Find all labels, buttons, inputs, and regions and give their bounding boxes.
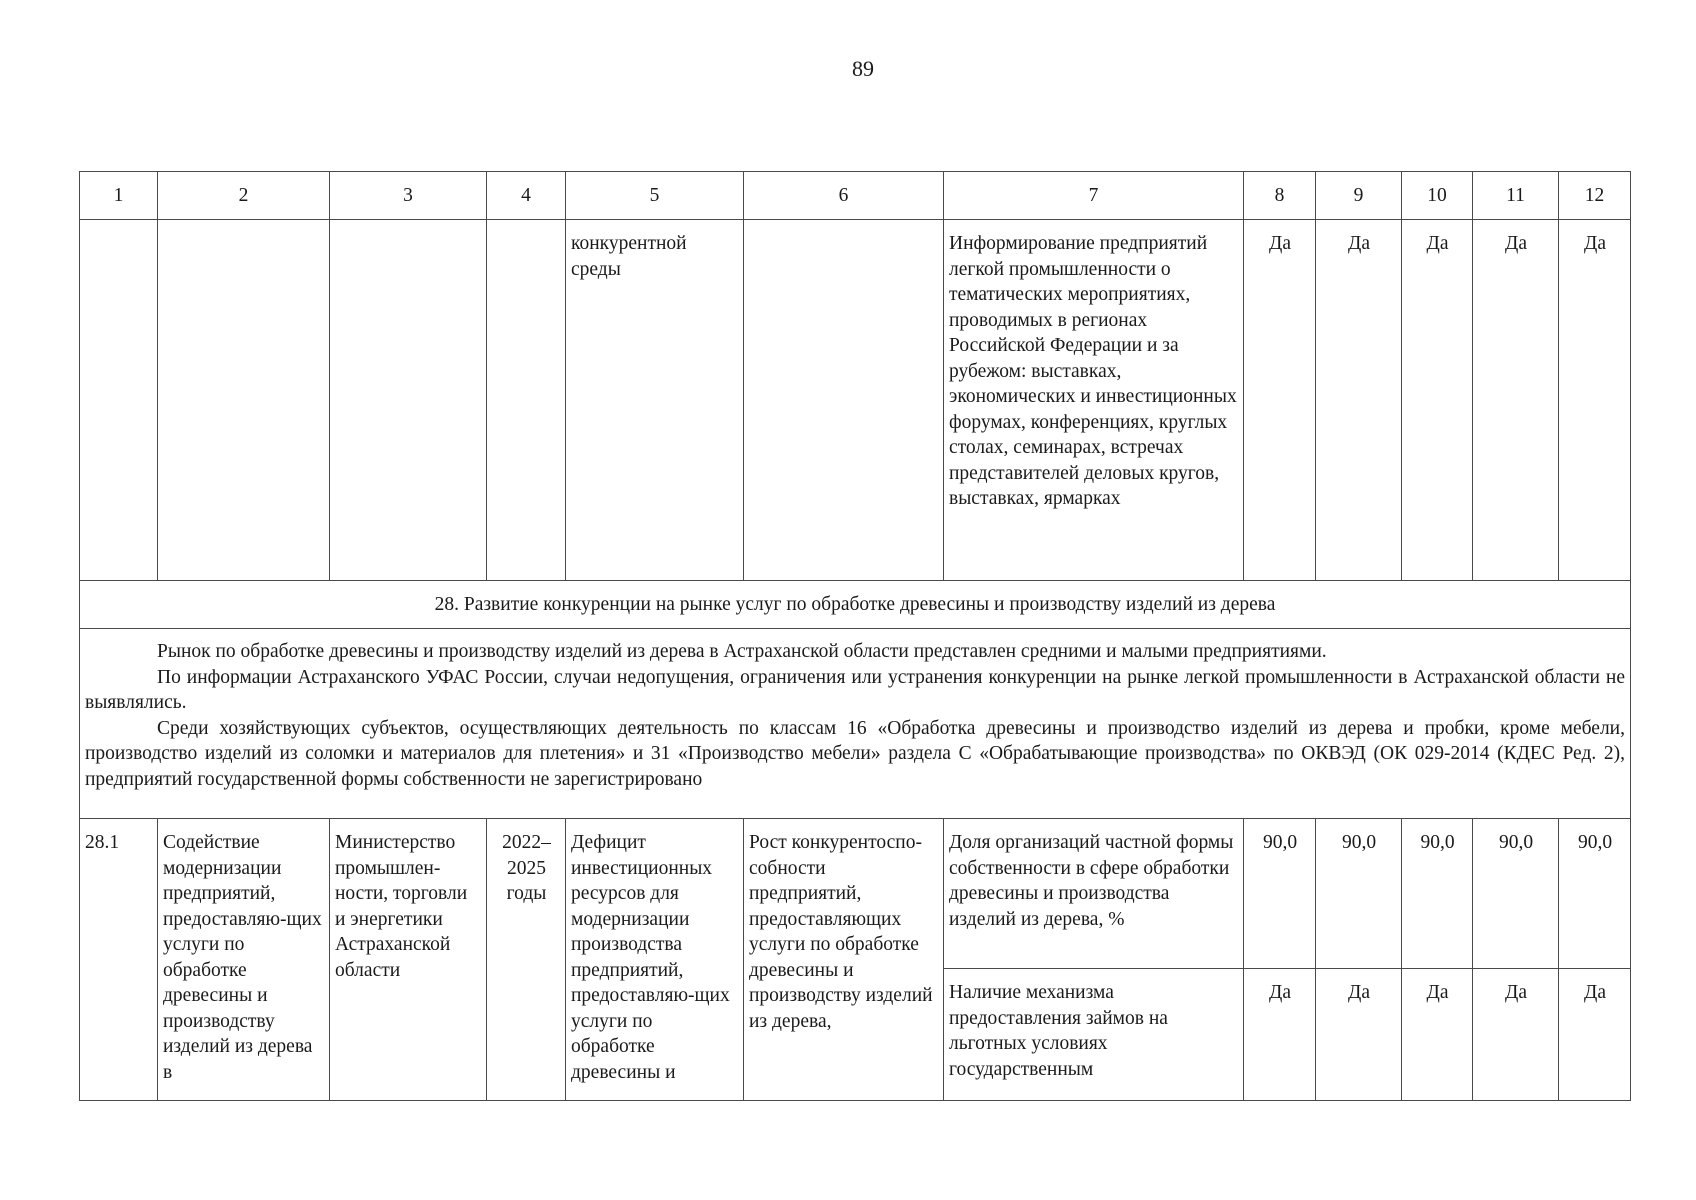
column-number: 10 <box>1402 172 1473 220</box>
paragraph: Среди хозяйствующих субъектов, осуществляющих деятельность по классам 16 «Обработка древесины и производство изделий из дерева и пробки, кроме мебели, производство изделий из соломки и материалов для плетения» и 31 «Производство мебели» раздела C «Обрабатывающие производства» по ОКВЭД (ОК 029-2014 (КДЕС Ред. 2), предприятий государственной формы собственности не зарегистрировано <box>85 717 1625 790</box>
column-number: 3 <box>330 172 487 220</box>
column-number: 1 <box>80 172 158 220</box>
column-number: 8 <box>1244 172 1316 220</box>
paragraph: Рынок по обработке древесины и производству изделий из дерева в Астраханской области представлен средними и малыми предприятиями. <box>157 641 1327 662</box>
table-row <box>80 819 1631 969</box>
responsible-executor: Министерство промышлен-ности, торговли и энергетики Астраханской области <box>330 819 487 1101</box>
value-cell: 90,0 <box>1316 819 1402 969</box>
expected-result: Рост конкурентоспо-собности предприятий, предоставляющих услуги по обработке древесины и производству изделий из дерева, <box>744 819 944 1101</box>
value-cell: Да <box>1402 220 1473 581</box>
indicator-name: Наличие механизма предоставления займов на льготных условиях государственным <box>944 969 1244 1101</box>
value-cell: 90,0 <box>1402 819 1473 969</box>
column-number: 11 <box>1473 172 1559 220</box>
paragraph: По информации Астраханского УФАС России, случаи недопущения, ограничения или устранения конкуренции на рынке легкой промышленности в Астраханской области не выявлялись. <box>85 666 1625 713</box>
value-cell: Да <box>1473 220 1559 581</box>
column-number-row <box>80 172 1631 220</box>
value-cell: Да <box>1473 969 1559 1101</box>
column-number: 6 <box>744 172 944 220</box>
value-cell: Да <box>1244 220 1316 581</box>
value-cell: Да <box>1559 969 1631 1101</box>
measure-number: 28.1 <box>80 819 158 1101</box>
column-number: 5 <box>566 172 744 220</box>
column-number: 7 <box>944 172 1244 220</box>
page-number: 89 <box>852 56 874 81</box>
indicator-name: Доля организаций частной формы собственности в сфере обработки древесины и производства изделий из дерева, % <box>944 819 1244 969</box>
table-row <box>80 220 1631 581</box>
column-number: 4 <box>487 172 566 220</box>
table-cell <box>330 220 487 581</box>
section-title-row <box>80 581 1631 629</box>
value-cell: 90,0 <box>1559 819 1631 969</box>
section-description-row <box>80 629 1631 819</box>
column-number: 9 <box>1316 172 1402 220</box>
value-cell: Да <box>1316 220 1402 581</box>
problem-cell: конкурентной среды <box>566 220 744 581</box>
value-cell: Да <box>1316 969 1402 1101</box>
value-cell: 90,0 <box>1244 819 1316 969</box>
measure-name: Содействие модернизации предприятий, предоставляю-щих услуги по обработке древесины и производству изделий из дерева в <box>158 819 330 1101</box>
table-cell <box>487 220 566 581</box>
table-cell <box>158 220 330 581</box>
value-cell: Да <box>1244 969 1316 1101</box>
indicator-cell: Информирование предприятий легкой промышленности о тематических мероприятиях, проводимых в регионах Российской Федерации и за рубежом: выставках, экономических и инвестиционных форумах, конференциях, круглых столах, семинарах, встречах представителей деловых кругов, выставках, ярмарках <box>944 220 1244 581</box>
column-number: 2 <box>158 172 330 220</box>
problem-description: Дефицит инвестиционных ресурсов для модернизации производства предприятий, предоставляю-щих услуги по обработке древесины и <box>566 819 744 1101</box>
table-cell <box>744 220 944 581</box>
value-cell: Да <box>1559 220 1631 581</box>
column-number: 12 <box>1559 172 1631 220</box>
value-cell: 90,0 <box>1473 819 1559 969</box>
value-cell: Да <box>1402 969 1473 1101</box>
period: 2022–2025 годы <box>487 819 566 1101</box>
table-cell <box>80 220 158 581</box>
section-description <box>80 629 1631 819</box>
section-title: 28. Развитие конкуренции на рынке услуг по обработке древесины и производству изделий из дерева <box>80 581 1631 629</box>
measures-table <box>79 171 1631 1101</box>
